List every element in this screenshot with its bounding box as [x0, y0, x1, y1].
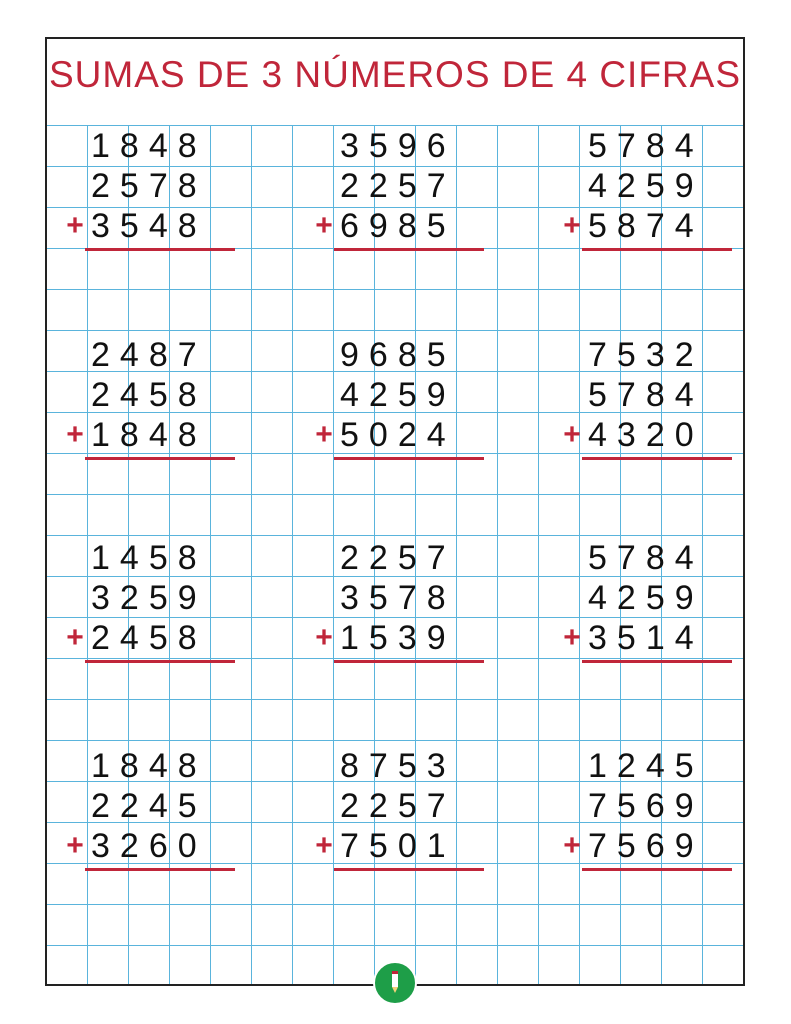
sum-line: [85, 868, 235, 871]
grid-line-horizontal: [47, 125, 745, 126]
addend-2: 3259: [91, 579, 207, 617]
addition-problem: [560, 337, 720, 457]
sum-line: [85, 660, 235, 663]
grid-line-vertical: [538, 125, 539, 986]
addend-2: 2257: [340, 787, 456, 825]
sum-line: [582, 457, 732, 460]
sum-line: [582, 868, 732, 871]
addend-3: 5024: [340, 416, 456, 454]
addend-3: 3260: [91, 827, 207, 865]
addend-2: 2578: [91, 167, 207, 205]
grid-line-vertical: [497, 125, 498, 986]
addend-1: 1245: [588, 747, 704, 785]
addition-problem: [63, 748, 223, 868]
sum-line: [334, 868, 484, 871]
addition-problem: [63, 337, 223, 457]
plus-sign: +: [66, 418, 84, 451]
addition-problem: [560, 128, 720, 248]
sum-line: [85, 457, 235, 460]
addend-2: 2458: [91, 376, 207, 414]
plus-sign: +: [315, 209, 333, 242]
grid-line-horizontal: [47, 945, 745, 946]
addition-problem: [63, 128, 223, 248]
grid-line-horizontal: [47, 289, 745, 290]
addend-1: 2487: [91, 336, 207, 374]
addend-1: 5784: [588, 539, 704, 577]
addend-3: 7501: [340, 827, 456, 865]
addend-1: 1848: [91, 747, 207, 785]
addend-1: 3596: [340, 127, 456, 165]
addend-2: 7569: [588, 787, 704, 825]
addend-1: 9685: [340, 336, 456, 374]
addend-3: 3514: [588, 619, 704, 657]
grid-line-horizontal: [47, 330, 745, 331]
grid-line-horizontal: [47, 699, 745, 700]
sum-line: [85, 248, 235, 251]
plus-sign: +: [315, 621, 333, 654]
grid-line-vertical: [292, 125, 293, 986]
logo: [373, 961, 417, 1005]
addend-2: 2257: [340, 167, 456, 205]
sum-line: [582, 660, 732, 663]
plus-sign: +: [315, 418, 333, 451]
plus-sign: +: [315, 829, 333, 862]
addend-2: 5784: [588, 376, 704, 414]
sum-line: [334, 248, 484, 251]
grid-line-vertical: [251, 125, 252, 986]
addend-2: 4259: [340, 376, 456, 414]
addend-3: 2458: [91, 619, 207, 657]
grid-line-horizontal: [47, 494, 745, 495]
addition-problem: [312, 337, 472, 457]
addition-problem: [560, 540, 720, 660]
plus-sign: +: [563, 621, 581, 654]
sum-line: [334, 660, 484, 663]
addend-1: 2257: [340, 539, 456, 577]
plus-sign: +: [66, 829, 84, 862]
addition-problem: [560, 748, 720, 868]
addend-1: 5784: [588, 127, 704, 165]
addend-2: 2245: [91, 787, 207, 825]
addend-3: 4320: [588, 416, 704, 454]
addend-2: 3578: [340, 579, 456, 617]
sum-line: [334, 457, 484, 460]
grid-line-horizontal: [47, 535, 745, 536]
plus-sign: +: [563, 209, 581, 242]
addition-problem: [312, 748, 472, 868]
addend-1: 8753: [340, 747, 456, 785]
addition-problem: [63, 540, 223, 660]
plus-sign: +: [66, 621, 84, 654]
addend-3: 1539: [340, 619, 456, 657]
addend-2: 4259: [588, 167, 704, 205]
grid-line-vertical: [743, 125, 744, 986]
addend-3: 1848: [91, 416, 207, 454]
grid-line-horizontal: [47, 904, 745, 905]
plus-sign: +: [563, 829, 581, 862]
addend-3: 3548: [91, 207, 207, 245]
grid-line-horizontal: [47, 740, 745, 741]
addend-3: 6985: [340, 207, 456, 245]
plus-sign: +: [563, 418, 581, 451]
addend-2: 4259: [588, 579, 704, 617]
addend-3: 5874: [588, 207, 704, 245]
addend-1: 1848: [91, 127, 207, 165]
addition-problem: [312, 128, 472, 248]
addition-problem: [312, 540, 472, 660]
page-title: SUMAS DE 3 NÚMEROS DE 4 CIFRAS: [48, 54, 741, 95]
addend-1: 7532: [588, 336, 704, 374]
plus-sign: +: [66, 209, 84, 242]
sum-line: [582, 248, 732, 251]
addend-1: 1458: [91, 539, 207, 577]
addend-3: 7569: [588, 827, 704, 865]
pencil-logo-icon: [384, 970, 406, 996]
